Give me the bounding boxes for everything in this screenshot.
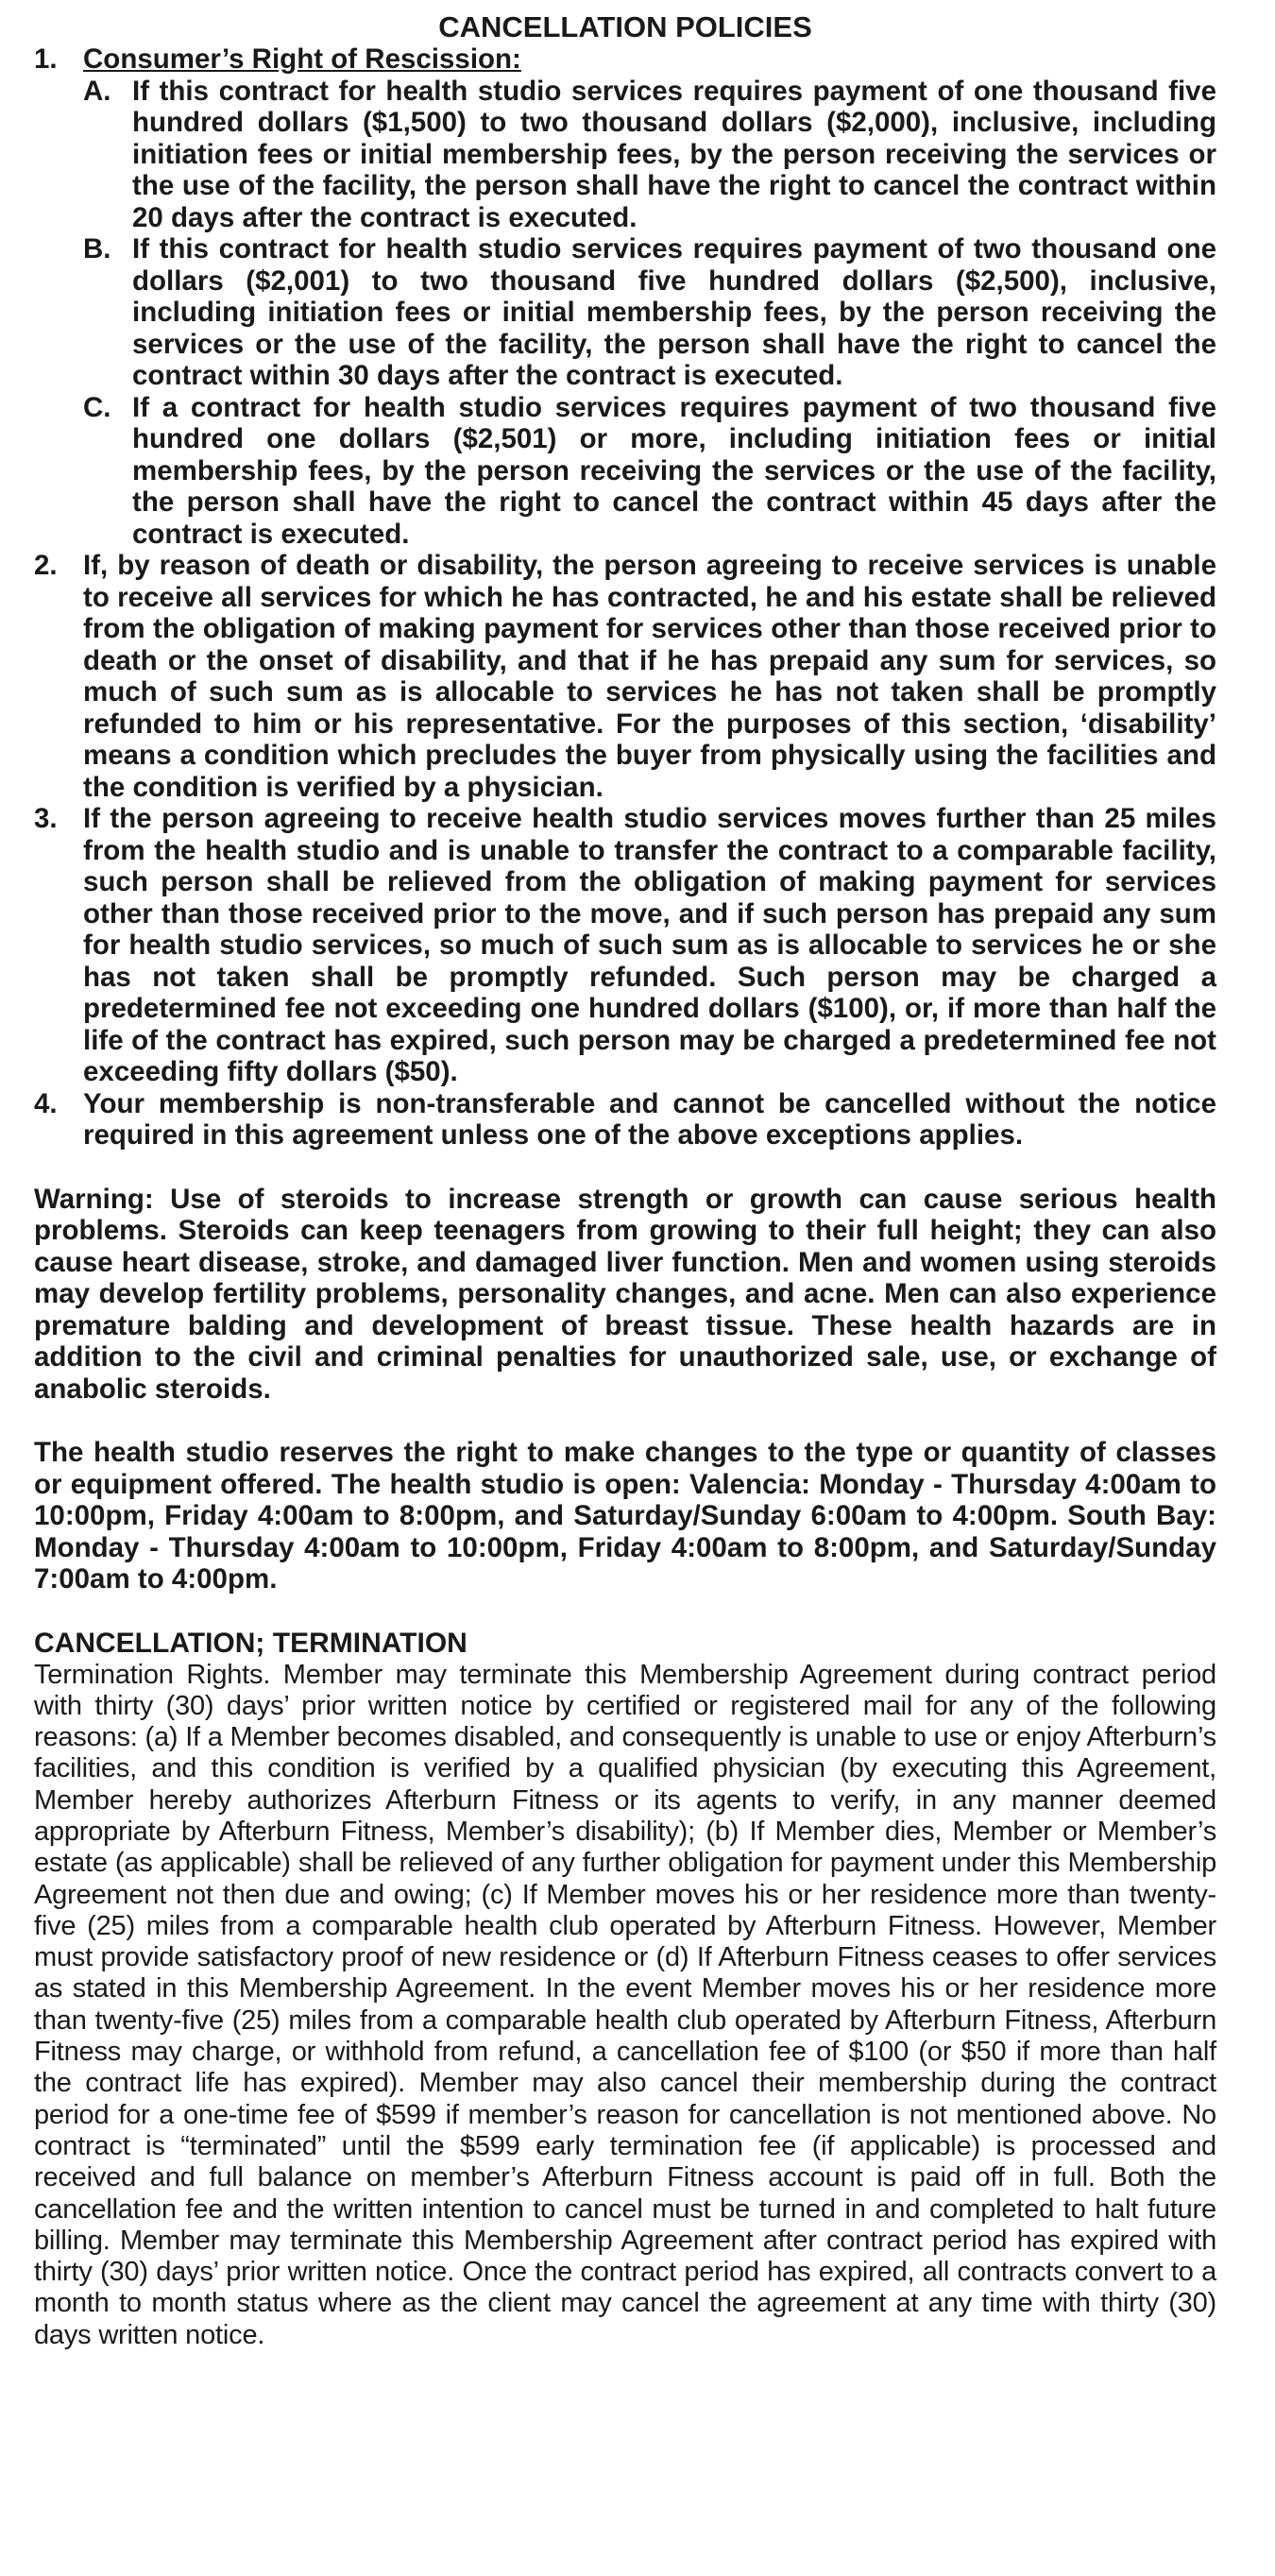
- item-letter: C.: [83, 391, 111, 423]
- termination-heading: CANCELLATION; TERMINATION: [34, 1627, 468, 1659]
- section-number: 4.: [34, 1087, 58, 1119]
- section-text: Your membership is non-transferable and cannot be cancelled without the notice required in this agreement unless one of the above exceptions applies.: [83, 1087, 1216, 1151]
- item-letter: B.: [83, 233, 111, 264]
- steroid-warning: Warning: Use of steroids to increase strength or growth can cause serious health problems. Steroids can keep teenagers from growing to their full height; they can also cause heart disease, stroke, and damaged liver function. Men and women using steroids may develop fertility problems, personality changes, and acne. Men can also experience premature balding and development of breast tissue. These health hazards are in addition to the civil and criminal penalties for unauthorized sale, use, or exchange of anabolic steroids.: [34, 1183, 1216, 1405]
- section-text: If the person agreeing to receive health studio services moves further than 25 miles from the health studio and is unable to transfer the contract to a comparable facility, such person shall be relieved from the obligation of making payment for services other than those received prior to the move, and if such person has prepaid any sum for health studio services, so much of such sum as is allocable to services he or she has not taken shall be promptly refunded. Such person may be charged a predetermined fee not exceeding one hundred dollars ($100), or, if more than half the life of the contract has expired, such person may be charged a predetermined fee not exceeding fifty dollars ($50).: [83, 803, 1216, 1087]
- item-letter: A.: [83, 75, 111, 107]
- section-number: 2.: [34, 550, 58, 581]
- item-text: If this contract for health studio services requires payment of one thousand five hundred dollars ($1,500) to two thousand dollars ($2,000), inclusive, including initiation fees or initial membership fees, by the person receiving the services or the use of the facility, the person shall have the right to cancel the contract within 20 days after the contract is executed.: [132, 75, 1216, 233]
- section-1: [34, 43, 1216, 76]
- document-title: CANCELLATION POLICIES: [438, 10, 812, 43]
- section-number: 3.: [34, 803, 58, 834]
- section-number: 1.: [34, 43, 58, 75]
- termination-text: Termination Rights. Member may terminate this Membership Agreement during contract period with thirty (30) days’ prior written notice by certified or registered mail for any of the following reasons: (a) If a Member becomes disabled, and consequently is unable to use or enjoy Afterburn’s facilities, and this condition is verified by a qualified physician (by executing this Agreement, Member hereby authorizes Afterburn Fitness or its agents to verify, in any manner deemed appropriate by Afterburn Fitness, Member’s disability); (b) If Member dies, Member or Member’s estate (as applicable) shall be relieved of any further obligation for payment under this Membership Agreement not then due and owing; (c) If Member moves his or her residence more than twenty-five (25) miles from a comparable health club operated by Afterburn Fitness. However, Member must provide satisfactory proof of new residence or (d) If Afterburn Fitness ceases to offer services as stated in this Membership Agreement. In the event Member moves his or her residence more than twenty-five (25) miles from a comparable health club operated by Afterburn Fitness, Afterburn Fitness may charge, or withhold from refund, a cancellation fee of $100 (or $50 if more than half the contract life has expired). Member may also cancel their membership during the contract period for a one-time fee of $599 if member’s reason for cancellation is not mentioned above. No contract is “terminated” until the $599 early termination fee (if applicable) is processed and received and full balance on member’s Afterburn Fitness account is paid off in full. Both the cancellation fee and the written intention to cancel must be turned in and completed to halt future billing. Member may terminate this Membership Agreement after contract period has expired with thirty (30) days’ prior written notice. Once the contract period has expired, all contracts convert to a month to month status where as the client may cancel the agreement at any time with thirty (30) days written notice.: [34, 1659, 1216, 2350]
- section-text: If, by reason of death or disability, the person agreeing to receive services is unable to receive all services for which he has contracted, he and his estate shall be relieved from the obligation of making payment for services other than those received prior to death or the onset of disability, and that if he has prepaid any sum for services, so much of such sum as is allocable to services he has not taken shall be promptly refunded to him or his representative. For the purposes of this section, ‘disability’ means a condition which precludes the buyer from physically using the facilities and the condition is verified by a physician.: [83, 550, 1216, 803]
- studio-hours-paragraph: The health studio reserves the right to make changes to the type or quantity of classes or equipment offered. The health studio is open: Valencia: Monday - Thursday 4:00am to 10:00pm, Friday 4:00am to 8:00pm, and Saturday/Sunday 6:00am to 4:00pm. South Bay: Monday - Thursday 4:00am to 10:00pm, Friday 4:00am to 8:00pm, and Saturday/Sunday 7:00am to 4:00pm.: [34, 1437, 1216, 1595]
- numbered-list: [34, 43, 1216, 1152]
- section-heading: Consumer’s Right of Rescission:: [83, 43, 521, 75]
- list-item: [83, 392, 1216, 551]
- list-item: [83, 233, 1216, 392]
- item-text: If a contract for health studio services requires payment of two thousand five hundred one dollars ($2,501) or more, including initiation fees or initial membership fees, by the person receiving the services or the use of the facility, the person shall have the right to cancel the contract within 45 days after the contract is executed.: [132, 391, 1216, 550]
- item-text: If this contract for health studio services requires payment of two thousand one dollars ($2,001) to two thousand five hundred dollars ($2,500), inclusive, including initiation fees or initial membership fees, by the person receiving the services or the use of the facility, the person shall have the right to cancel the contract within 30 days after the contract is executed.: [132, 233, 1216, 391]
- section-4: [34, 1088, 1216, 1152]
- section-2: [34, 550, 1216, 803]
- section-3: [34, 803, 1216, 1088]
- rescission-items: [34, 76, 1216, 551]
- list-item: [83, 76, 1216, 234]
